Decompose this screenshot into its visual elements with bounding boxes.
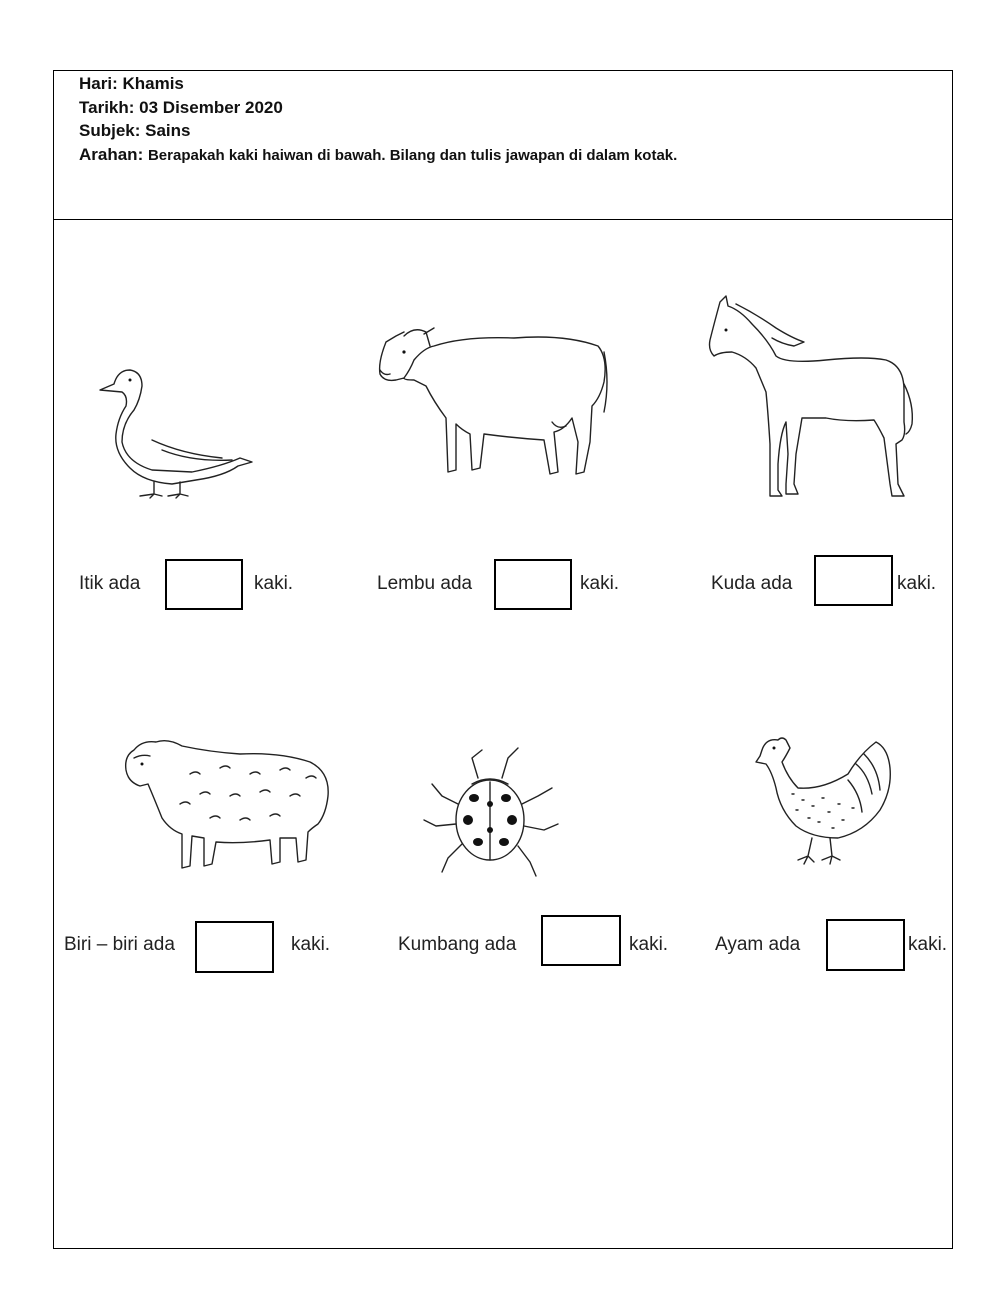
worksheet [53, 70, 953, 1249]
horse-question-prefix: Kuda ada [711, 573, 793, 594]
sheep-answer-box[interactable] [195, 921, 274, 973]
ladybug-icon [412, 744, 570, 880]
cow-question-suffix: kaki. [580, 573, 620, 594]
cow-question-prefix: Lembu ada [377, 573, 473, 594]
duck-question-suffix: kaki. [254, 573, 294, 594]
duck-icon [92, 362, 254, 502]
cow-answer-box[interactable] [494, 559, 572, 610]
chicken-icon [752, 734, 894, 870]
sheep-question-suffix: kaki. [291, 934, 331, 955]
ladybug-question-suffix: kaki. [629, 934, 669, 955]
chicken-question-suffix: kaki. [908, 934, 948, 955]
day-line: Hari: Khamis [79, 74, 184, 93]
chicken-question-prefix: Ayam ada [715, 934, 801, 955]
subject-line: Subjek: Sains [79, 121, 191, 140]
worksheet-header [54, 71, 952, 220]
sheep-icon [120, 734, 334, 874]
date-line: Tarikh: 03 Disember 2020 [79, 98, 283, 117]
horse-answer-box[interactable] [814, 555, 893, 606]
horse-question-suffix: kaki. [897, 573, 937, 594]
ladybug-question-prefix: Kumbang ada [398, 934, 517, 955]
duck-answer-box[interactable] [165, 559, 243, 610]
horse-icon [706, 294, 918, 500]
chicken-answer-box[interactable] [826, 919, 905, 971]
duck-question-prefix: Itik ada [79, 573, 141, 594]
ladybug-answer-box[interactable] [541, 915, 621, 966]
cow-icon [374, 322, 612, 480]
sheep-question-prefix: Biri – biri ada [64, 934, 175, 955]
instruction-line: Arahan: Berapakah kaki haiwan di bawah. Bilang dan tulis jawapan di dalam kotak. [79, 145, 678, 164]
